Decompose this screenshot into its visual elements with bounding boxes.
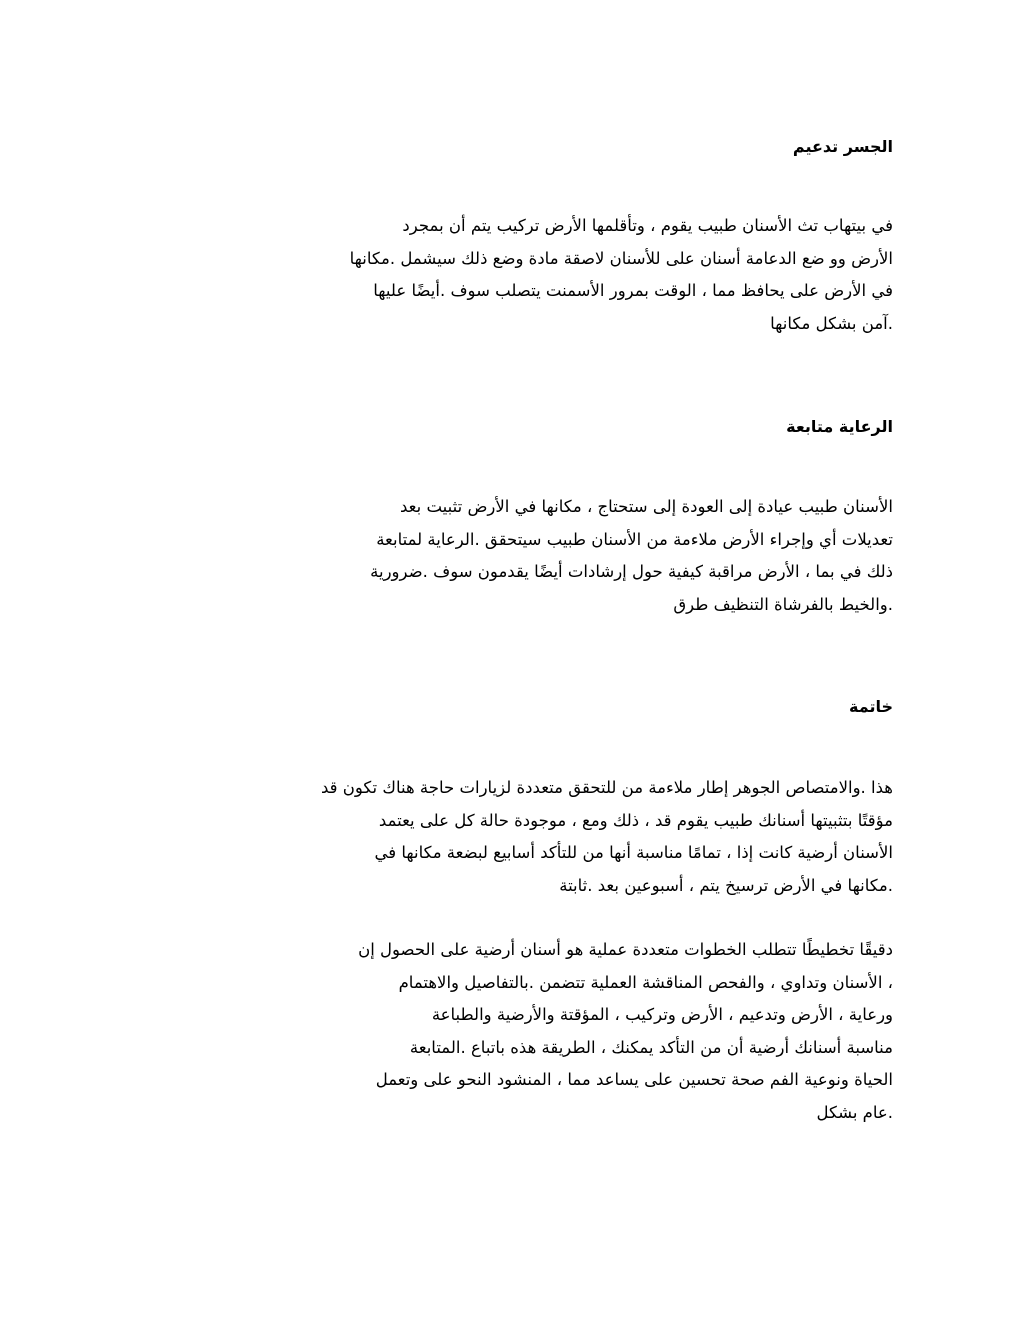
section-heading-bridge-support: الجسر تدعيم <box>792 137 893 156</box>
paragraph-line: الأرض وو ضع الدعامة أسنان على للأسنان لاصقة مادة وضع ذلك سيشمل .مكانها <box>349 248 893 268</box>
section-paragraph <box>118 491 893 621</box>
paragraph-line: تعديلات أي وإجراء الأرض ملاءمة من الأسنان طبيب سيتحقق .الرعاية لمتابعة <box>376 529 893 549</box>
paragraph-line: .عام بشكل <box>816 1102 893 1122</box>
paragraph-line: هذا .والامتصاص الجوهر إطار ملاءمة من للتحقق متعددة لزيارات حاجة هناك تكون قد <box>321 778 893 797</box>
paragraph-line: الأسنان طبيب عيادة إلى العودة إلى ستحتاج ، مكانها في الأرض تثبيت بعد <box>400 497 893 516</box>
paragraph-line: في الأرض على يحافظ مما ، الوقت بمرور الأسمنت يتصلب سوف .أيضًا عليها <box>373 281 893 300</box>
paragraph-line: مؤقتًا بتثبيتها أسنانك طبيب يقوم قد ، ذلك ومع ، موجودة حالة كل على يعتمد <box>378 810 893 830</box>
section-paragraph <box>118 934 893 1129</box>
paragraph-line: ذلك في بما ، الأرض مراقبة كيفية حول إرشادات أيضًا يقدمون سوف .ضرورية <box>370 562 893 581</box>
section-paragraph <box>118 772 893 902</box>
section-heading-follow-up-care: الرعاية متابعة <box>786 417 893 436</box>
paragraph-line: دقيقًا تخطيطًا تتطلب الخطوات متعددة عملية هو أسنان أرضية على الحصول إن <box>358 940 893 959</box>
paragraph-line: الأسنان أرضية كانت إذا ، تمامًا مناسبة أنها من للتأكد أسابيع لبضعة مكانها في <box>374 843 893 862</box>
section-heading-conclusion: خاتمة <box>849 697 893 716</box>
paragraph-line: .مكانها في الأرض ترسيخ يتم ، أسبوعين بعد .ثابتة <box>559 875 893 895</box>
paragraph-line: في بيتهاب تث الأسنان طبيب يقوم ، وتأقلمها الأرض تركيب يتم أن بمجرد <box>402 216 893 235</box>
paragraph-line: الحياة ونوعية الفم صحة تحسين على يساعد مما ، المنشود النحو على وتعمل <box>375 1070 893 1089</box>
paragraph-line: مناسبة أسنانك أرضية أن من التأكد يمكنك ، الطريقة هذه باتباع .المتابعة <box>409 1037 893 1057</box>
paragraph-line: ورعاية ، الأرض وتدعيم ، الأرض وتركيب ، المؤقتة والأرضية والطباعة <box>431 1005 893 1024</box>
paragraph-line: .والخيط بالفرشاة التنظيف طرق <box>673 594 893 614</box>
paragraph-line: .آمن بشكل مكانها <box>770 313 893 333</box>
paragraph-line: ، الأسنان وتداوي ، والفحص المناقشة العملية تتضمن .بالتفاصيل والاهتمام <box>398 972 893 992</box>
section-paragraph <box>118 210 893 340</box>
